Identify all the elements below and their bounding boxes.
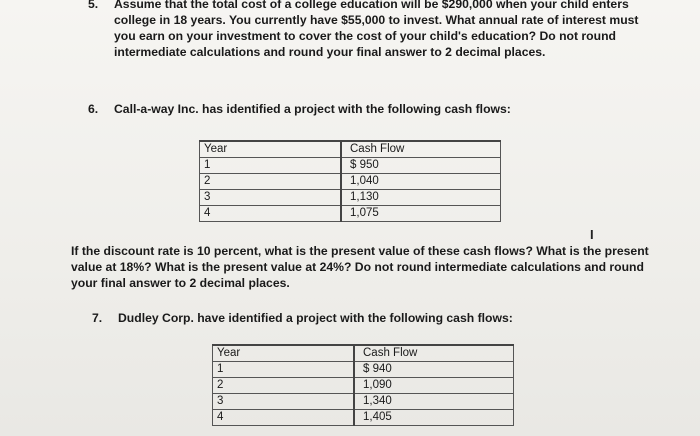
cash-flow-header: Cash Flow bbox=[341, 141, 501, 158]
year-cell: 1 bbox=[213, 362, 355, 378]
year-cell: 4 bbox=[213, 410, 355, 426]
cash-flow-header: Cash Flow bbox=[354, 345, 514, 362]
cash-flow-cell: 1,130 bbox=[341, 190, 501, 206]
table-row bbox=[213, 362, 514, 378]
q7-cash-flow-table bbox=[212, 344, 514, 426]
question-5-line-2: college in 18 years. You currently have $55,000 to invest. What annual rate of interest must bbox=[114, 13, 639, 27]
q6-cash-flow-table bbox=[199, 140, 501, 222]
table-row bbox=[200, 190, 501, 206]
cash-flow-cell: $ 950 bbox=[341, 158, 501, 174]
question-5-line-4: intermediate calculations and round your final answer to 2 decimal places. bbox=[114, 45, 546, 59]
question-5-line-1: 5. Assume that the total cost of a college education will be $290,000 when your child enters bbox=[88, 0, 698, 12]
question-7-intro: 7. Dudley Corp. have identified a project with the following cash flows: bbox=[92, 311, 513, 325]
year-header: Year bbox=[200, 141, 342, 158]
question-5 bbox=[88, 0, 698, 60]
question-6-prompt bbox=[71, 243, 681, 291]
table-row bbox=[213, 410, 514, 426]
year-cell: 3 bbox=[200, 190, 342, 206]
year-cell: 3 bbox=[213, 394, 355, 410]
question-5-number: 5. bbox=[88, 0, 99, 11]
cash-flow-cell: 1,090 bbox=[354, 378, 514, 394]
cash-flow-cell: 1,040 bbox=[341, 174, 501, 190]
table-header-row bbox=[200, 141, 501, 158]
table-row bbox=[213, 394, 514, 410]
cash-flow-cell: 1,075 bbox=[341, 206, 501, 222]
table-row bbox=[200, 158, 501, 174]
cash-flow-cell: 1,340 bbox=[354, 394, 514, 410]
question-5-line-3: you earn on your investment to cover the cost of your child's education? Do not round bbox=[114, 29, 616, 43]
table-row bbox=[213, 378, 514, 394]
table-header-row bbox=[213, 345, 514, 362]
year-cell: 2 bbox=[213, 378, 355, 394]
question-6-number: 6. bbox=[88, 102, 99, 116]
year-cell: 2 bbox=[200, 174, 342, 190]
cash-flow-cell: $ 940 bbox=[354, 362, 514, 378]
year-cell: 1 bbox=[200, 158, 342, 174]
table-row bbox=[200, 206, 501, 222]
question-6-intro: 6. Call-a-way Inc. has identified a project with the following cash flows: bbox=[88, 102, 511, 116]
text-cursor-icon: I bbox=[590, 227, 594, 242]
question-6-prompt-line-3: your final answer to 2 decimal places. bbox=[71, 276, 290, 290]
cash-flow-cell: 1,405 bbox=[354, 410, 514, 426]
year-cell: 4 bbox=[200, 206, 342, 222]
question-6-prompt-line-1: If the discount rate is 10 percent, what is the present value of these cash flows? What is the present bbox=[71, 244, 649, 258]
table-row bbox=[200, 174, 501, 190]
question-7-number: 7. bbox=[92, 311, 103, 325]
question-6-prompt-line-2: value at 18%? What is the present value at 24%? Do not round intermediate calculations and round bbox=[71, 260, 644, 274]
year-header: Year bbox=[213, 345, 355, 362]
